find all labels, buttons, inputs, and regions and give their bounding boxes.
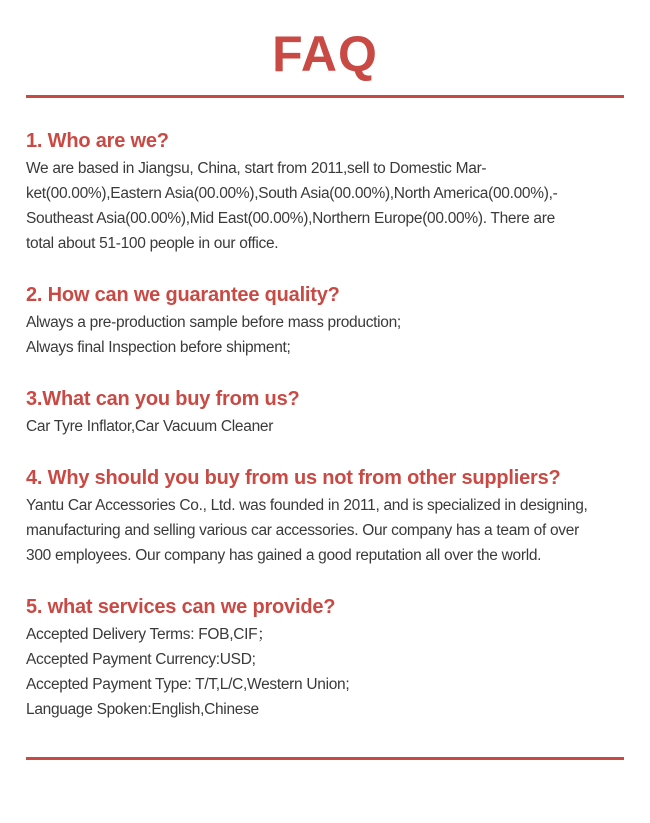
faq-list xyxy=(26,128,630,748)
answer-line: Always final Inspection before shipment; xyxy=(26,339,291,356)
answer-line: Yantu Car Accessories Co., Ltd. was founded in 2011, and is specialized in designing, xyxy=(26,497,588,514)
faq-item-services xyxy=(26,594,630,722)
answer-line: Car Tyre Inflator,Car Vacuum Cleaner xyxy=(26,418,274,435)
faq-question: 5. what services can we provide? xyxy=(26,596,336,618)
top-divider xyxy=(26,95,624,98)
answer-line: 300 employees. Our company has gained a good reputation all over the world. xyxy=(26,547,542,564)
answer-line: total about 51-100 people in our office. xyxy=(26,235,279,252)
answer-line: manufacturing and selling various car accessories. Our company has a team of over xyxy=(26,522,579,539)
answer-line: Southeast Asia(00.00%),Mid East(00.00%),Northern Europe(00.00%). There are xyxy=(26,210,555,227)
faq-answer xyxy=(26,310,630,360)
faq-item-quality xyxy=(26,282,630,360)
answer-line: ket(00.00%),Eastern Asia(00.00%),South Asia(00.00%),North America(00.00%),- xyxy=(26,185,558,202)
faq-item-products xyxy=(26,386,630,439)
faq-question: 3.What can you buy from us? xyxy=(26,388,300,410)
faq-question: 4. Why should you buy from us not from other suppliers? xyxy=(26,467,561,489)
answer-line: Always a pre-production sample before mass production; xyxy=(26,314,401,331)
answer-line: Accepted Delivery Terms: FOB,CIF； xyxy=(26,626,273,643)
page-title: FAQ xyxy=(272,26,378,82)
answer-line: Language Spoken:English,Chinese xyxy=(26,701,259,718)
bottom-divider xyxy=(26,757,624,760)
faq-answer xyxy=(26,156,630,256)
faq-question: 2. How can we guarantee quality? xyxy=(26,284,340,306)
answer-line: We are based in Jiangsu, China, start from 2011,sell to Domestic Mar- xyxy=(26,160,487,177)
answer-line: Accepted Payment Type: T/T,L/C,Western Union; xyxy=(26,676,350,693)
faq-item-why-us xyxy=(26,465,630,568)
faq-item-who-are-we xyxy=(26,128,630,256)
faq-answer xyxy=(26,493,630,568)
answer-line: Accepted Payment Currency:USD; xyxy=(26,651,256,668)
faq-answer xyxy=(26,414,630,439)
faq-answer xyxy=(26,622,630,722)
faq-question: 1. Who are we? xyxy=(26,130,169,152)
